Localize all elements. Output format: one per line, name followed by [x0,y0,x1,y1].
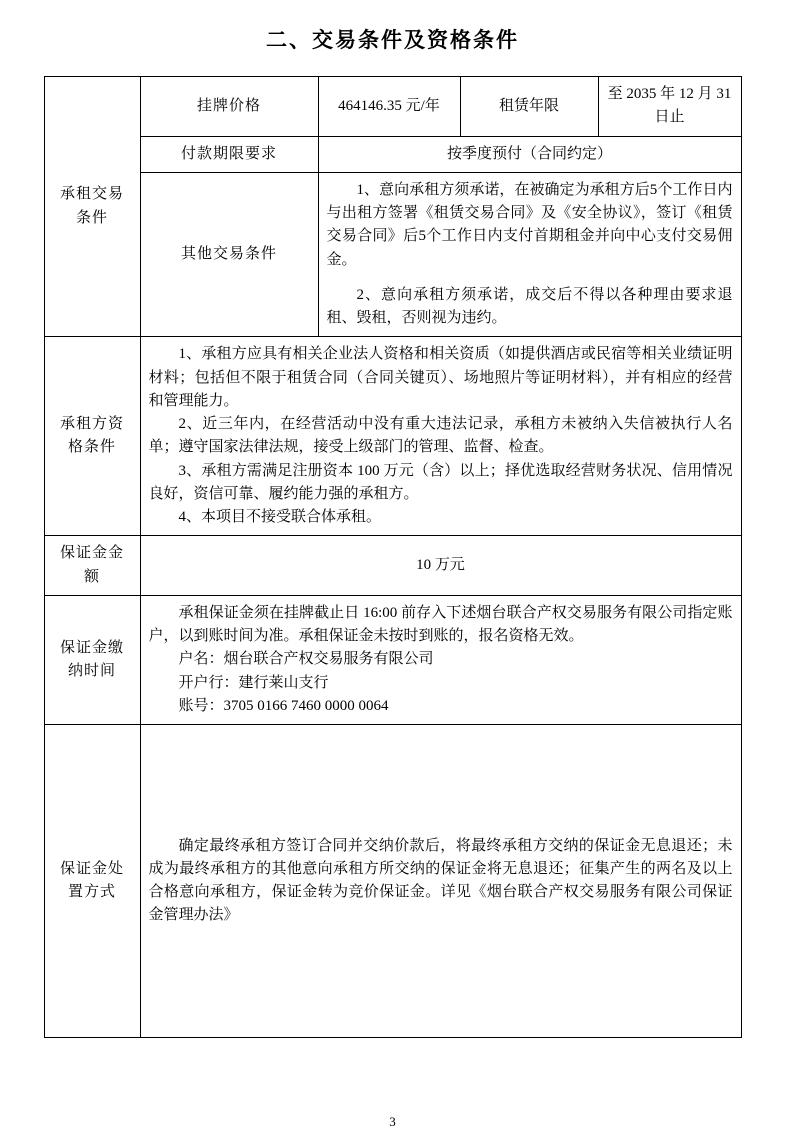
other-conditions-value [318,172,741,337]
listing-price-value: 464146.35 元/年 [318,77,460,137]
disposal-text: 确定最终承租方签订合同并交纳价款后，将最终承租方交纳的保证金无息退还；未成为最终承租方的其他意向承租方所交纳的保证金将无息退还；征集产生的两名及以上合格意向承租方，保证金转为竞价保证金。详见《烟台联合产权交易服务有限公司保证金管理办法》 [148,837,733,924]
disposal-label: 保证金处置方式 [44,725,140,1038]
payment-term-value: 按季度预付（合同约定） [318,136,741,172]
other-conditions-item-1: 1、意向承租方须承诺，在被确定为承租方后5个工作日内与出租方签署《租赁交易合同》及《安全协议》，签订《租赁交易合同》后5个工作日内支付首期租金并向中心支付交易佣金。 [326,181,733,268]
deposit-time-label: 保证金缴纳时间 [44,595,140,724]
deposit-time-paragraph: 承租保证金须在挂牌截止日 16:00 前存入下述烟台联合产权交易服务有限公司指定账户，以到账时间为准。承租保证金未按时到账的，报名资格无效。 [148,604,733,644]
listing-price-label: 挂牌价格 [140,77,318,137]
conditions-table [44,76,742,1038]
table-row [44,77,741,137]
deposit-bank: 开户行：建行莱山支行 [178,674,329,691]
table-row [44,725,741,1038]
table-row [44,172,741,337]
deposit-account-name: 户名：烟台联合产权交易服务有限公司 [178,651,434,668]
page-title: 二、交易条件及资格条件 [266,28,519,52]
table-row [44,536,741,596]
qualification-item-4: 4、本项目不接受联合体承租。 [178,509,382,525]
page-number: 3 [389,1114,396,1129]
qualification-item-3: 3、承租方需满足注册资本 100 万元（含）以上；择优选取经营财务状况、信用情况良好，资信可靠、履约能力强的承租方。 [148,462,733,502]
payment-term-label: 付款期限要求 [140,136,318,172]
deposit-account-number: 账号：3705 0166 7460 0000 0064 [178,697,389,714]
qualification-label: 承租方资格条件 [44,337,140,536]
other-conditions-label: 其他交易条件 [140,172,318,337]
deposit-amount-value: 10 万元 [140,536,741,596]
table-row [44,337,741,536]
qualification-item-2: 2、近三年内，在经营活动中没有重大违法记录，承租方未被纳入失信被执行人名单；遵守国家法律法规，接受上级部门的管理、监督、检查。 [148,416,733,456]
qualification-value [140,337,741,536]
qualification-item-1: 1、承租方应具有相关企业法人资格和相关资质（如提供酒店或民宿等相关业绩证明材料；包括但不限于租赁合同（合同关键页）、场地照片等证明材料），并有相应的经营和管理能力。 [148,346,733,409]
deposit-time-value [140,595,741,724]
table-row [44,595,741,724]
table-row [44,136,741,172]
document-page [0,24,785,1138]
lease-term-value: 至 2035 年 12 月 31 日止 [598,77,741,137]
other-conditions-item-2: 2、意向承租方须承诺，成交后不得以各种理由要求退租、毁租，否则视为违约。 [326,286,733,326]
deposit-amount-label: 保证金金额 [44,536,140,596]
lease-term-label: 租赁年限 [460,77,598,137]
lease-conditions-label: 承租交易条件 [44,77,140,337]
disposal-value [140,725,741,1038]
